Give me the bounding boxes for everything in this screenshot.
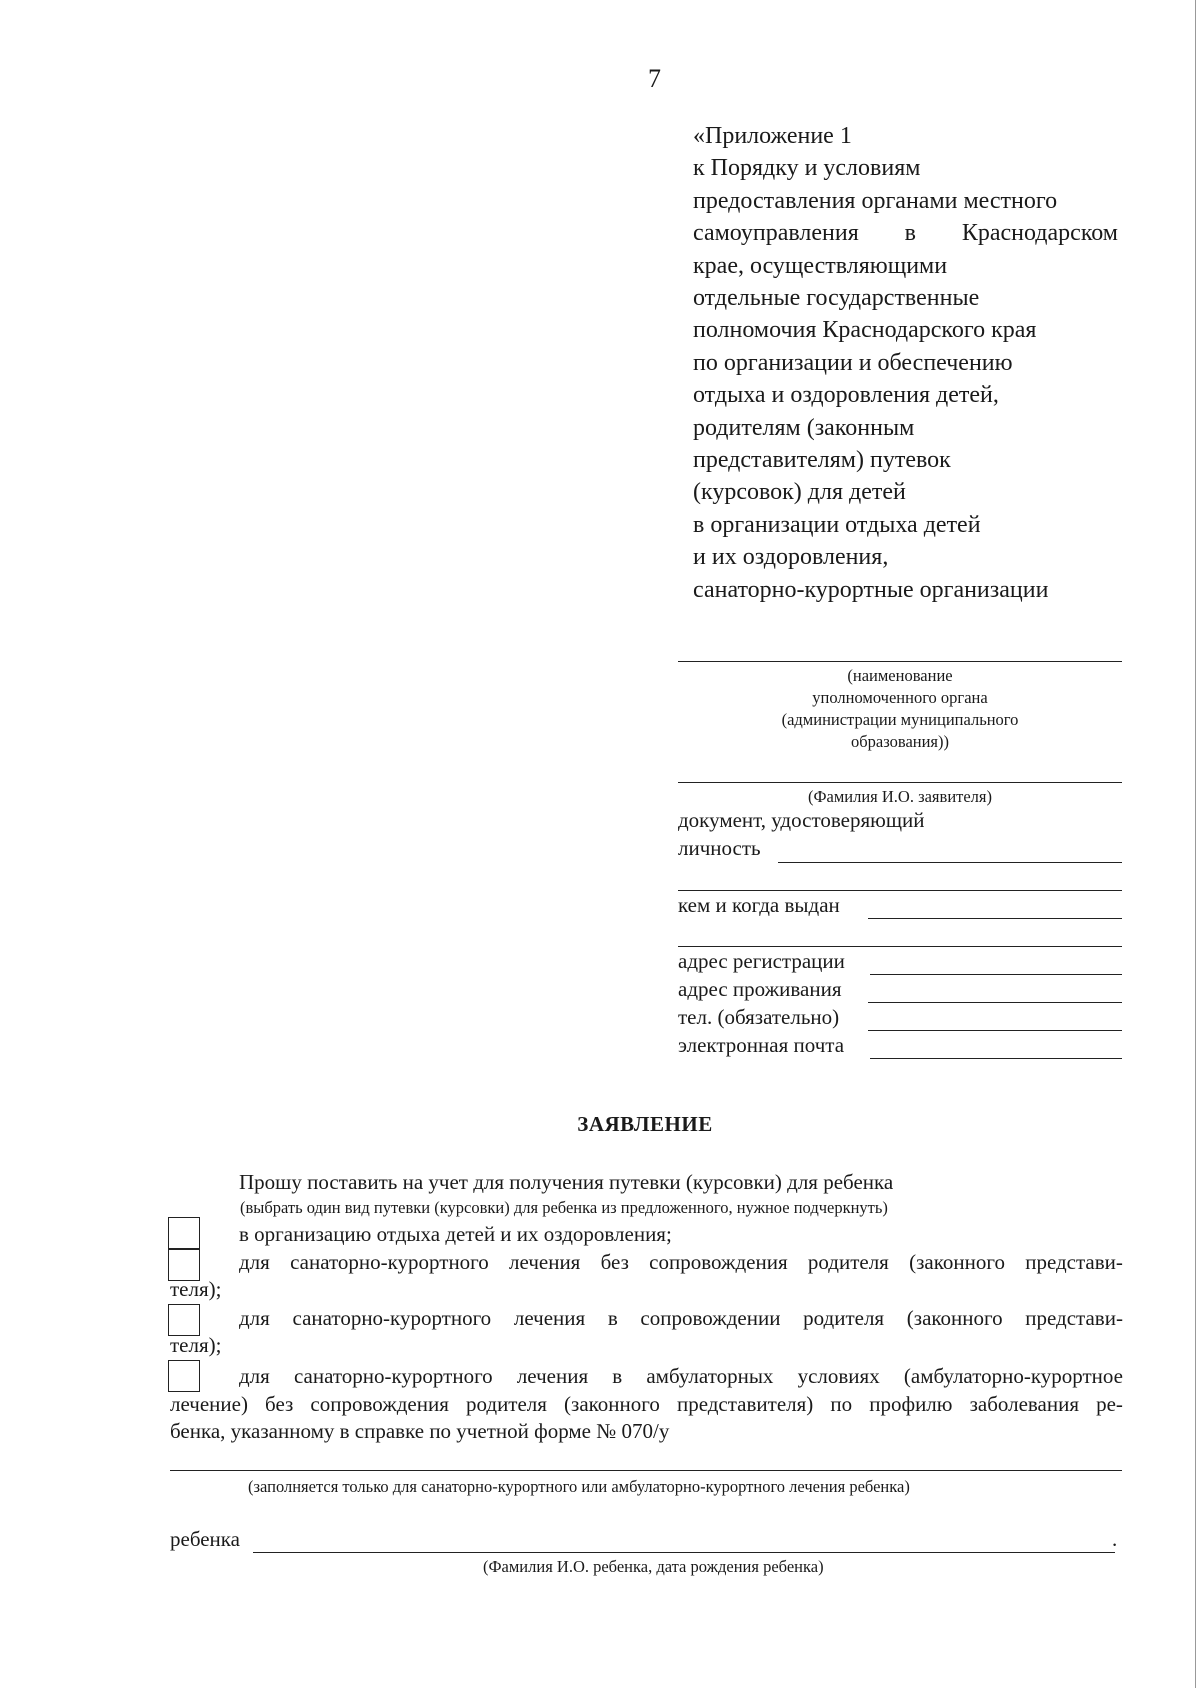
issued-label: кем и когда выдан	[678, 893, 840, 917]
option-4-text-line	[239, 1364, 1123, 1389]
word: лечения	[516, 1364, 589, 1388]
appendix-line: санаторно-курортные организации	[693, 576, 1049, 603]
appendix-line: отдельные государственные	[693, 285, 980, 312]
word: лечения	[509, 1250, 581, 1274]
intro-text: Прошу поставить на учет для получения путевки (курсовки) для ребенка	[239, 1170, 894, 1194]
treatment-details-line[interactable]	[170, 1470, 1122, 1471]
organ-caption-line: образования))	[850, 732, 950, 751]
option-3-checkbox[interactable]	[168, 1304, 200, 1336]
issued-extra-line[interactable]	[678, 946, 1122, 947]
appendix-line: к Порядку и условиям	[693, 155, 921, 182]
word: сопровождения	[310, 1392, 449, 1416]
word: (амбулаторно-курортное	[903, 1364, 1123, 1388]
appendix-line: отдыха и оздоровления детей,	[693, 382, 999, 409]
appendix-line: представителям) путевок	[693, 447, 951, 474]
option-1-checkbox[interactable]	[168, 1217, 200, 1249]
email-label: электронная почта	[678, 1033, 845, 1057]
registration-address-label: адрес регистрации	[678, 949, 845, 973]
word: условиях	[797, 1364, 880, 1388]
word: без	[265, 1392, 294, 1416]
appendix-line: предоставления органами местного	[693, 187, 1058, 214]
word: (законного	[564, 1392, 660, 1416]
word: (законного	[909, 1250, 1005, 1274]
appendix-word: в	[904, 220, 916, 247]
word: заболевания	[969, 1392, 1079, 1416]
living-address-line[interactable]	[868, 1002, 1122, 1003]
registration-address-line[interactable]	[870, 974, 1122, 975]
organ-caption-line: (администрации муниципального	[781, 710, 1019, 729]
identity-label: личность	[678, 836, 761, 860]
word: для	[239, 1364, 270, 1388]
treatment-details-caption: (заполняется только для санаторно-курортного или амбулаторно-курортного лечения ребенка)	[248, 1477, 910, 1496]
appendix-line: «Приложение 1	[693, 123, 852, 149]
appendix-line: по организации и обеспечению	[693, 349, 1013, 376]
option-3-text-end: теля);	[170, 1333, 222, 1357]
word: представи-	[1025, 1250, 1123, 1274]
appendix-word: Краснодарском	[961, 220, 1118, 247]
word: сопровождения	[649, 1250, 788, 1274]
word: представи-	[1025, 1306, 1123, 1330]
word: санаторно-курортного	[293, 1364, 493, 1388]
child-caption: (Фамилия И.О. ребенка, дата рождения ребенка)	[483, 1557, 824, 1576]
word: санаторно-курортного	[292, 1306, 492, 1330]
email-line[interactable]	[870, 1058, 1122, 1059]
identity-field-line[interactable]	[778, 862, 1122, 863]
issued-field-line[interactable]	[868, 918, 1122, 919]
option-1-text: в организацию отдыха детей и их оздоровления;	[239, 1222, 672, 1246]
appendix-line: крае, осуществляющими	[693, 252, 948, 279]
applicant-caption: (Фамилия И.О. заявителя)	[807, 787, 992, 806]
applicant-name-line[interactable]	[678, 782, 1122, 783]
organ-caption-line: уполномоченного органа	[812, 688, 988, 707]
option-4-text-line	[170, 1392, 1123, 1417]
identity-extra-line[interactable]	[678, 890, 1122, 891]
appendix-line: (курсовок) для детей	[693, 479, 906, 506]
appendix-line: полномочия Краснодарского края	[693, 317, 1037, 344]
living-address-label: адрес проживания	[678, 977, 842, 1001]
organ-name-line[interactable]	[678, 661, 1122, 662]
option-4-text-end: бенка, указанному в справке по учетной форме № 070/у	[170, 1419, 670, 1443]
organ-caption-line: (наименование	[847, 666, 953, 685]
option-2-text-line	[239, 1250, 1123, 1275]
phone-label: тел. (обязательно)	[678, 1005, 840, 1029]
phone-line[interactable]	[868, 1030, 1122, 1031]
word: санаторно-курортного	[290, 1250, 489, 1274]
appendix-header	[693, 120, 1133, 606]
word: в	[607, 1306, 618, 1330]
appendix-line: и их оздоровления,	[693, 544, 889, 571]
word: профилю	[869, 1392, 953, 1416]
word: ре-	[1096, 1392, 1123, 1416]
child-line-end: .	[1112, 1527, 1118, 1551]
document-label: документ, удостоверяющий	[678, 808, 925, 832]
word: в	[612, 1364, 623, 1388]
word: по	[830, 1392, 853, 1416]
page-number: 7	[648, 64, 661, 93]
word: родителя	[465, 1392, 547, 1416]
option-4-checkbox[interactable]	[168, 1360, 200, 1392]
word: для	[239, 1250, 270, 1274]
organ-caption	[700, 665, 1100, 753]
word: родителя	[803, 1306, 885, 1330]
word: сопровождении	[640, 1306, 781, 1330]
selection-hint: (выбрать один вид путевки (курсовки) для ребенка из предложенного, нужное подчеркнуть)	[240, 1198, 888, 1217]
word: для	[239, 1306, 270, 1330]
child-label: ребенка	[170, 1527, 240, 1551]
appendix-line	[693, 217, 1118, 249]
document-title: ЗАЯВЛЕНИЕ	[577, 1112, 713, 1136]
option-2-text-end: теля);	[170, 1277, 222, 1301]
word: представителя)	[676, 1392, 814, 1416]
word: (законного	[906, 1306, 1003, 1330]
word: лечения	[513, 1306, 586, 1330]
option-3-text-line	[239, 1306, 1123, 1331]
word: родителя	[807, 1250, 889, 1274]
appendix-line: родителям (законным	[693, 414, 915, 441]
child-name-line[interactable]	[253, 1552, 1115, 1553]
page-edge-scan-border	[1195, 0, 1200, 1688]
appendix-line: в организации отдыха детей	[693, 511, 981, 538]
appendix-word: самоуправления	[693, 220, 859, 247]
word: лечение)	[170, 1392, 248, 1416]
word: без	[600, 1250, 629, 1274]
word: амбулаторных	[646, 1364, 774, 1388]
